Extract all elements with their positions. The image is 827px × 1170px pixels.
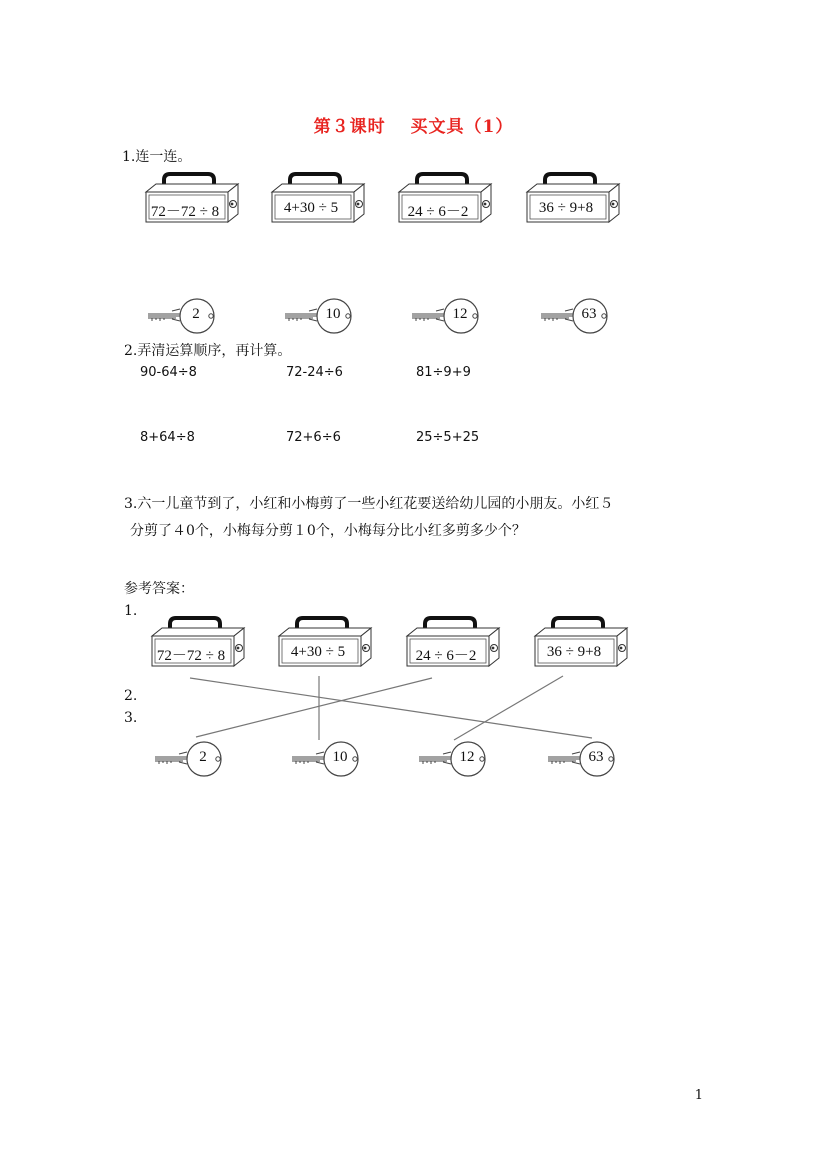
answer-key-1 bbox=[153, 741, 225, 777]
q3-line-1: 3.六一儿童节到了，小红和小梅剪了一些小红花要送给幼儿园的小朋友。小红５ bbox=[124, 496, 614, 512]
connector-line bbox=[190, 678, 592, 738]
answer-key-4 bbox=[546, 741, 618, 777]
q3-line-2: 分剪了４0个，小梅每分剪１0个，小梅每分比小红多剪多少个？ bbox=[130, 523, 526, 539]
connector-line bbox=[196, 678, 432, 737]
expression: 81÷9+9 bbox=[416, 365, 471, 380]
key-number: 2 bbox=[199, 749, 207, 765]
key-number: 63 bbox=[588, 749, 604, 765]
expression: 25÷5+25 bbox=[416, 430, 480, 445]
lock-expression: 24 ÷ 6－2 bbox=[407, 204, 469, 220]
key-number: 2 bbox=[192, 306, 200, 322]
key-number: 10 bbox=[332, 749, 348, 765]
answer-number-1: 1. bbox=[124, 603, 138, 619]
connector-line bbox=[454, 676, 563, 740]
lock-expression: 24 ÷ 6－2 bbox=[415, 648, 477, 664]
page-title: 第３课时 买文具（1） bbox=[313, 117, 514, 137]
lock-expression: 72－72 ÷ 8 bbox=[150, 204, 220, 220]
answer-key-3 bbox=[417, 741, 489, 777]
key-number: 63 bbox=[581, 306, 597, 322]
expression: 90-64÷8 bbox=[140, 365, 197, 380]
expression: 72+6÷6 bbox=[286, 430, 341, 445]
lock-expression: 72－72 ÷ 8 bbox=[156, 648, 226, 664]
answer-key-2 bbox=[290, 741, 362, 777]
answer-number-2: 2. bbox=[124, 688, 138, 704]
key-number: 12 bbox=[452, 306, 468, 322]
key-number: 10 bbox=[325, 306, 341, 322]
page-number: 1 bbox=[694, 1088, 703, 1103]
key-number: 12 bbox=[459, 749, 475, 765]
lock-expression: 4+30 ÷ 5 bbox=[283, 200, 339, 216]
answer-number-3: 3. bbox=[124, 710, 138, 726]
q1-label: 1.连一连。 bbox=[122, 149, 192, 165]
q2-label: 2.弄清运算顺序，再计算。 bbox=[124, 343, 292, 359]
expression: 72-24÷6 bbox=[286, 365, 343, 380]
lock-expression: 36 ÷ 9+8 bbox=[546, 644, 602, 660]
answers-label: 参考答案： bbox=[124, 581, 194, 597]
lock-expression: 36 ÷ 9+8 bbox=[538, 200, 594, 216]
expression: 8+64÷8 bbox=[140, 430, 195, 445]
lock-expression: 4+30 ÷ 5 bbox=[290, 644, 346, 660]
